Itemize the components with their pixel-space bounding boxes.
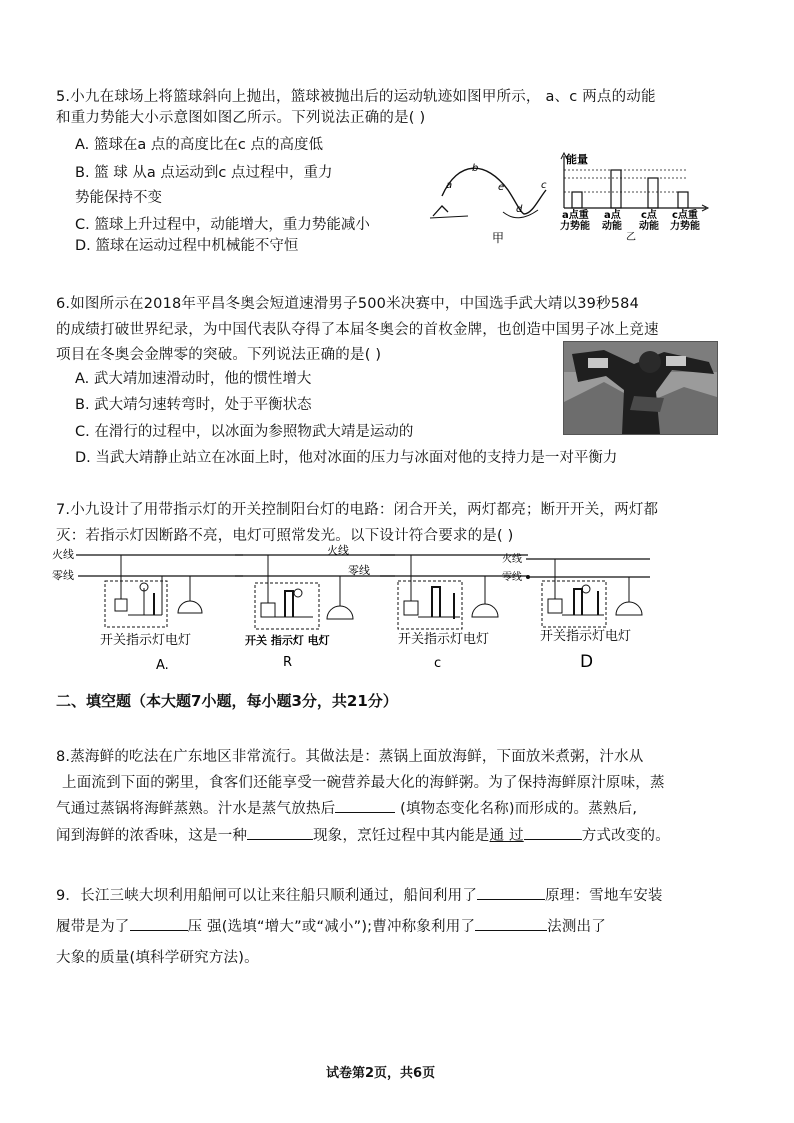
- q8-blank-2[interactable]: [247, 825, 313, 840]
- xlabel-a-kinetic-2: 动能: [602, 221, 622, 232]
- xlabel-a-potential-1: a点重: [562, 210, 589, 221]
- skater-photo: [563, 341, 718, 435]
- q6-option-c: C. 在滑行的过程中，以冰面为参照物武大靖是运动的: [75, 424, 414, 440]
- circuit-a-live-label: 火线: [52, 548, 74, 561]
- q8-line3-part1: 气通过蒸锅将海鲜蒸熟。汁水是蒸气放热后: [56, 801, 336, 817]
- q9-blank-3[interactable]: [475, 916, 547, 931]
- q5-option-c: C. 篮球上升过程中，动能增大，重力势能减小: [75, 217, 370, 233]
- circuit-a: [48, 543, 243, 673]
- q6-option-a: A. 武大靖加速滑动时，他的惯性增大: [75, 371, 312, 387]
- energy-bar-figure: [556, 150, 716, 242]
- bar-c-potential: [678, 192, 688, 208]
- q7-line2: 灭：若指示灯因断路不亮，电灯可照常发光。以下设计符合要求的是( ): [56, 528, 514, 544]
- xlabel-c-kinetic-2: 动能: [639, 221, 659, 232]
- q9-line1: [56, 884, 663, 905]
- q8-line3: [56, 797, 637, 818]
- point-a-label: a: [446, 180, 453, 191]
- q8-line4-part3: 通 过: [489, 828, 524, 844]
- q9-line2-part2: 压 强(选填“增大”或“减小”);曹冲称象利用了: [187, 919, 476, 935]
- point-c-label: c: [541, 180, 547, 191]
- q6-line1: 6.如图所示在2018年平昌冬奥会短道速滑男子500米决赛中，中国选手武大靖以39秒584: [56, 296, 640, 312]
- bar-c-kinetic: [648, 178, 658, 208]
- xlabel-a-potential-2: 力势能: [560, 221, 590, 232]
- circuit-c-letter: c: [434, 656, 442, 671]
- bar-a-potential: [572, 192, 582, 208]
- circuit-b-caption: 开关 指示灯 电灯: [245, 634, 330, 647]
- bar-a-kinetic: [611, 170, 621, 208]
- q8-blank-1[interactable]: [335, 798, 395, 813]
- point-b-label: b: [472, 163, 479, 174]
- q8-line2: 上面流到下面的粥里，食客们还能享受一碗营养最大化的海鲜粥。为了保持海鲜原汁原味，蒸: [62, 775, 665, 791]
- circuit-d-live-label: 火线: [502, 554, 522, 565]
- point-e-label: e: [498, 182, 505, 193]
- q9-line2: [56, 915, 606, 936]
- q9-line2-part1: 履带是为了: [56, 919, 130, 935]
- q8-line4-part4: 方式改变的。: [581, 828, 670, 844]
- circuit-b-letter: R: [283, 655, 293, 670]
- q9-line3: 大象的质量(填科学研究方法)。: [56, 950, 259, 966]
- xlabel-c-potential-2: 力势能: [670, 221, 700, 232]
- page-footer: 试卷第2页，共6页: [326, 1066, 436, 1081]
- q9-line1-part2: 原理：雪地车安装: [545, 888, 663, 904]
- point-d-label: d: [516, 204, 523, 215]
- q8-line4-part2: 现象，烹饪过程中其内能是: [313, 828, 490, 844]
- trajectory-figure: [428, 160, 553, 245]
- circuit-d-caption: 开关指示灯电灯: [540, 629, 632, 644]
- q7-line1: 7.小九设计了用带指示灯的开关控制阳台灯的电路：闭合开关，两灯都亮；断开开关，两灯都: [56, 502, 659, 518]
- energy-axis-label: 能量: [566, 153, 588, 166]
- circuit-d-neutral-label: 零线: [502, 572, 522, 583]
- q5-option-d: D. 篮球在运动过程中机械能不守恒: [75, 238, 299, 254]
- circuit-d-letter: D: [580, 652, 594, 672]
- circuit-a-neutral-label: 零线: [52, 569, 74, 582]
- q8-line3-part2: (填物态变化名称)而形成的。蒸熟后,: [395, 801, 638, 817]
- circuit-c-caption: 开关指示灯电灯: [398, 632, 490, 647]
- circuit-d: [500, 543, 658, 675]
- q8-line4: [56, 824, 670, 845]
- circuit-a-caption: 开关指示灯电灯: [100, 633, 192, 648]
- q9-blank-2[interactable]: [130, 916, 188, 931]
- q6-option-b: B. 武大靖匀速转弯时，处于平衡状态: [75, 397, 312, 413]
- q6-option-d: D. 当武大靖静止站立在冰面上时，他对冰面的压力与冰面对他的支持力是一对平衡力: [75, 450, 618, 466]
- circuit-b: [235, 543, 400, 673]
- q5-option-b: B. 篮 球 从a 点运动到c 点过程中，重力: [75, 165, 333, 181]
- q6-line2: 的成绩打破世界纪录，为中国代表队夺得了本届冬奥会的首枚金牌，也创造中国男子冰上竞速: [56, 322, 659, 338]
- q6-line3: 项目在冬奥会金牌零的突破。下列说法正确的是( ): [56, 347, 382, 363]
- q5-option-a: A. 篮球在a 点的高度比在c 点的高度低: [75, 137, 323, 153]
- xlabel-c-potential-1: c点重: [672, 210, 698, 221]
- q5-option-b-cont: 势能保持不变: [75, 190, 162, 206]
- circuit-a-letter: A.: [156, 658, 169, 673]
- q5-line2: 和重力势能大小示意图如图乙所示。下列说法正确的是( ): [56, 110, 426, 126]
- circuit-b-neutral-label: 零线: [348, 564, 370, 577]
- q8-blank-3[interactable]: [524, 825, 582, 840]
- circuit-b-live-label: 火线: [327, 544, 349, 557]
- fig-yi-caption: 乙: [626, 232, 636, 242]
- q5-line1: 5.小九在球场上将篮球斜向上抛出，篮球被抛出后的运动轨迹如图甲所示， a、c 两点的动能: [56, 89, 656, 105]
- section-2-heading: 二、填空题（本大题7小题，每小题3分，共21分）: [56, 692, 398, 710]
- xlabel-a-kinetic-1: a点: [604, 210, 621, 221]
- fig-jia-caption: 甲: [492, 231, 505, 245]
- q9-line2-part3: 法测出了: [547, 919, 606, 935]
- q9-line1-part1: 9．长江三峡大坝利用船闸可以让来往船只顺利通过，船间利用了: [56, 888, 478, 904]
- xlabel-c-kinetic-1: c点: [641, 210, 657, 221]
- q9-blank-1[interactable]: [477, 885, 545, 900]
- q8-line4-part1: 闻到海鲜的浓香味，这是一种: [56, 828, 248, 844]
- q8-line1: 8.蒸海鲜的吃法在广东地区非常流行。其做法是：蒸锅上面放海鲜，下面放米煮粥，汁水从: [56, 749, 644, 765]
